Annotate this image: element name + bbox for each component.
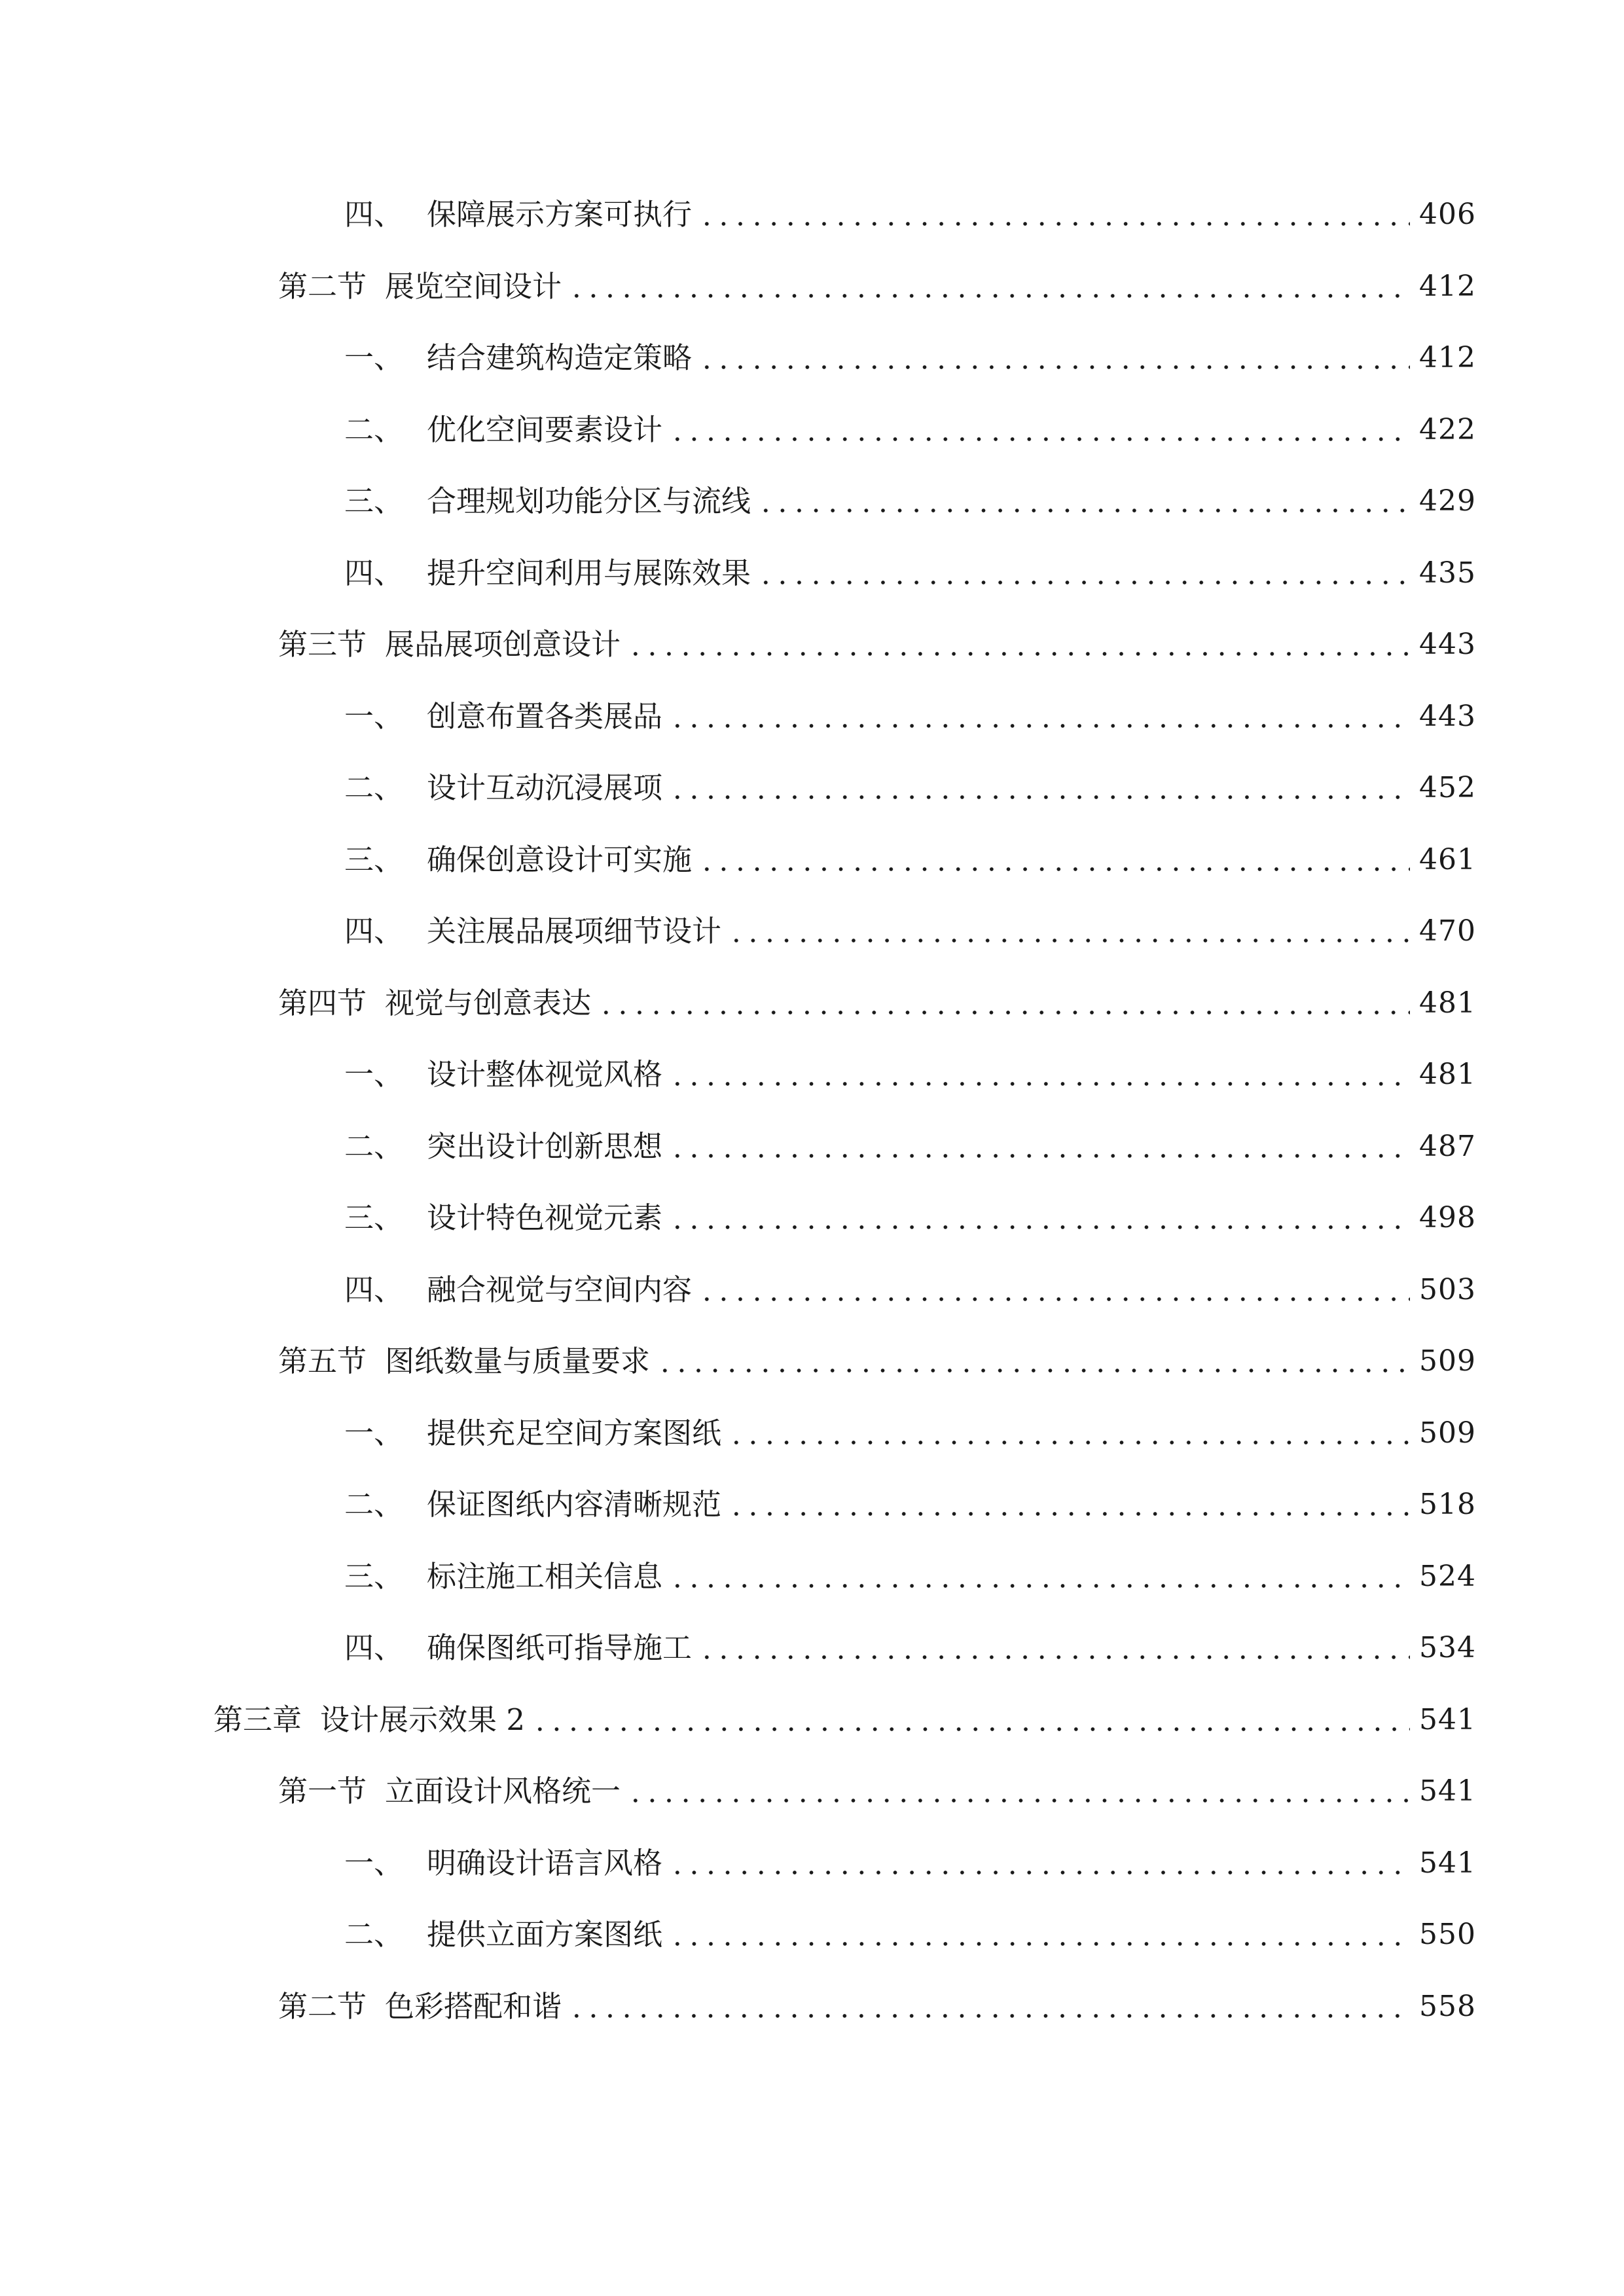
toc-entry-number: 二、	[344, 1487, 404, 1522]
toc-entry-number: 一、	[344, 1057, 404, 1092]
toc-entry-title: 视觉与创意表达	[385, 986, 592, 1020]
toc-page-number: 541	[1419, 1774, 1476, 1808]
toc-entry-label	[344, 1195, 662, 1241]
toc-page-number: 518	[1419, 1488, 1476, 1521]
toc-dot-leader	[627, 1799, 1410, 1803]
toc-entry[interactable]	[344, 478, 1476, 524]
toc-entry-number: 二、	[344, 1917, 404, 1952]
toc-dot-leader	[728, 1512, 1410, 1516]
toc-dot-leader	[627, 652, 1410, 656]
toc-entry-label	[344, 550, 751, 596]
toc-dot-leader	[532, 1727, 1410, 1731]
toc-dot-leader	[698, 1297, 1410, 1301]
toc-entry-number: 四、	[344, 914, 404, 948]
toc-entry-number: 三、	[344, 484, 404, 518]
toc-page-number: 429	[1419, 484, 1476, 518]
toc-entry-label	[344, 1124, 662, 1170]
toc-page-number: 541	[1419, 1846, 1476, 1880]
toc-entry-label	[344, 694, 662, 740]
toc-entry[interactable]	[278, 622, 1476, 668]
toc-entry[interactable]	[344, 1482, 1476, 1528]
toc-entry-title: 结合建筑构造定策略	[427, 340, 693, 375]
toc-page-number: 481	[1419, 986, 1476, 1020]
toc-entry-title: 确保创意设计可实施	[427, 842, 693, 877]
toc-entry-number: 第三章	[213, 1702, 302, 1737]
toc-entry-number: 一、	[344, 1416, 404, 1450]
toc-entry-label	[344, 1482, 721, 1528]
toc-dot-leader	[669, 437, 1410, 441]
toc-entry-number: 一、	[344, 699, 404, 734]
toc-entry[interactable]	[344, 407, 1476, 453]
toc-entry[interactable]	[344, 765, 1476, 811]
toc-entry-label	[344, 908, 721, 954]
toc-entry[interactable]	[344, 192, 1476, 238]
toc-entry-label	[344, 407, 662, 453]
toc-page-number: 452	[1419, 771, 1476, 804]
toc-entry-label	[344, 1052, 662, 1098]
toc-entry-title: 明确设计语言风格	[427, 1846, 663, 1880]
toc-entry[interactable]	[344, 550, 1476, 596]
toc-entry-title: 优化空间要素设计	[427, 412, 663, 447]
toc-entry-number: 四、	[344, 556, 404, 590]
toc-entry-title: 展览空间设计	[385, 269, 562, 304]
toc-entry-title: 关注展品展项细节设计	[427, 914, 722, 948]
toc-entry-number: 第五节	[278, 1344, 367, 1378]
toc-page-number: 534	[1419, 1631, 1476, 1664]
toc-entry-title: 保障展示方案可执行	[427, 197, 693, 232]
toc-entry-title: 融合视觉与空间内容	[427, 1272, 693, 1307]
toc-page-number: 412	[1419, 341, 1476, 374]
toc-entry[interactable]	[344, 1554, 1476, 1600]
toc-entry-label	[344, 1410, 721, 1456]
toc-entry[interactable]	[278, 1984, 1476, 2030]
toc-entry-number: 第一节	[278, 1774, 367, 1808]
toc-page-number: 422	[1419, 413, 1476, 446]
toc-entry-label	[344, 837, 692, 883]
toc-entry[interactable]	[278, 1338, 1476, 1384]
toc-entry-title: 合理规划功能分区与流线	[427, 484, 751, 518]
toc-dot-leader	[669, 1584, 1410, 1588]
toc-entry-label	[278, 622, 621, 668]
toc-entry-label	[344, 192, 692, 238]
toc-entry-number: 四、	[344, 1630, 404, 1665]
toc-entry[interactable]	[344, 1840, 1476, 1886]
toc-page-number: 435	[1419, 556, 1476, 590]
toc-entry-number: 第二节	[278, 1989, 367, 2024]
toc-page-number: 503	[1419, 1273, 1476, 1306]
toc-entry-label	[278, 980, 591, 1026]
toc-entry[interactable]	[278, 1768, 1476, 1814]
toc-entry-title: 保证图纸内容清晰规范	[427, 1487, 722, 1522]
toc-entry[interactable]	[344, 1267, 1476, 1313]
toc-entry-title: 提供充足空间方案图纸	[427, 1416, 722, 1450]
toc-dot-leader	[728, 1441, 1410, 1444]
toc-entry[interactable]	[344, 837, 1476, 883]
toc-entry-number: 四、	[344, 1272, 404, 1307]
toc-dot-leader	[698, 222, 1410, 226]
toc-entry-label	[278, 1338, 650, 1384]
toc-entry-title: 确保图纸可指导施工	[427, 1630, 693, 1665]
toc-entry[interactable]	[344, 1912, 1476, 1958]
toc-entry-label	[344, 1840, 662, 1886]
toc-entry[interactable]	[344, 694, 1476, 740]
toc-entry-label	[344, 478, 751, 524]
toc-entry[interactable]	[278, 264, 1476, 310]
toc-entry[interactable]	[344, 1625, 1476, 1671]
toc-entry-title: 设计特色视觉元素	[427, 1200, 663, 1235]
toc-dot-leader	[669, 724, 1410, 728]
toc-dot-leader	[698, 1655, 1410, 1659]
toc-entry-label	[344, 1267, 692, 1313]
toc-entry-title: 提升空间利用与展陈效果	[427, 556, 751, 590]
toc-entry-label	[344, 1554, 662, 1600]
toc-entry[interactable]	[344, 1124, 1476, 1170]
toc-page-number: 524	[1419, 1560, 1476, 1593]
toc-dot-leader	[757, 509, 1410, 512]
toc-page-number: 558	[1419, 1990, 1476, 2023]
toc-dot-leader	[698, 365, 1410, 369]
toc-page-number: 412	[1419, 270, 1476, 303]
toc-dot-leader	[669, 795, 1410, 799]
toc-entry-title: 图纸数量与质量要求	[385, 1344, 651, 1378]
toc-entry-number: 一、	[344, 340, 404, 375]
toc-entry-title: 创意布置各类展品	[427, 699, 663, 734]
toc-entry-number: 四、	[344, 197, 404, 232]
toc-entry-label	[344, 1912, 662, 1958]
toc-page-number: 550	[1419, 1918, 1476, 1951]
toc-page-number: 481	[1419, 1058, 1476, 1091]
toc-page-number: 461	[1419, 843, 1476, 876]
toc-dot-leader	[568, 294, 1410, 298]
toc-entry-label	[344, 335, 692, 381]
toc-entry-title: 色彩搭配和谐	[385, 1989, 562, 2024]
toc-entry[interactable]	[213, 1697, 1476, 1743]
toc-entry-label	[344, 765, 662, 811]
toc-entry-title: 提供立面方案图纸	[427, 1917, 663, 1952]
toc-entry-number: 第二节	[278, 269, 367, 304]
toc-page-number: 509	[1419, 1344, 1476, 1378]
toc-dot-leader	[669, 1225, 1410, 1229]
toc-dot-leader	[598, 1011, 1410, 1014]
toc-page-number: 470	[1419, 914, 1476, 948]
toc-entry-label	[278, 1768, 621, 1814]
toc-entry-title: 突出设计创新思想	[427, 1129, 663, 1164]
toc-entry-title: 设计展示效果 2	[320, 1702, 525, 1737]
toc-entry-label	[278, 1984, 562, 2030]
toc-entry-number: 三、	[344, 1200, 404, 1235]
toc-entry-number: 一、	[344, 1846, 404, 1880]
toc-dot-leader	[669, 1082, 1410, 1086]
toc-entry[interactable]	[344, 1410, 1476, 1456]
toc-dot-leader	[568, 2014, 1410, 2018]
toc-entry-number: 三、	[344, 1559, 404, 1594]
toc-entry-title: 设计互动沉浸展项	[427, 770, 663, 805]
toc-entry-title: 标注施工相关信息	[427, 1559, 663, 1594]
toc-entry-number: 二、	[344, 1129, 404, 1164]
toc-entry-label	[278, 264, 562, 310]
toc-page-number: 487	[1419, 1130, 1476, 1163]
toc-dot-leader	[669, 1942, 1410, 1946]
toc-entry-title: 立面设计风格统一	[385, 1774, 621, 1808]
toc-entry-label	[344, 1625, 692, 1671]
toc-page-number: 406	[1419, 198, 1476, 231]
toc-entry-title: 设计整体视觉风格	[427, 1057, 663, 1092]
toc-page-number: 443	[1419, 700, 1476, 733]
toc-dot-leader	[698, 867, 1410, 871]
toc-page-number: 498	[1419, 1201, 1476, 1234]
toc-page-number: 541	[1419, 1703, 1476, 1736]
toc-entry-number: 第三节	[278, 627, 367, 662]
toc-entry-label	[213, 1697, 525, 1743]
toc-dot-leader	[728, 939, 1410, 942]
toc-entry[interactable]	[344, 1052, 1476, 1098]
toc-entry-number: 二、	[344, 770, 404, 805]
toc-entry[interactable]	[344, 335, 1476, 381]
toc-entry-number: 第四节	[278, 986, 367, 1020]
toc-entry[interactable]	[344, 1195, 1476, 1241]
toc-dot-leader	[669, 1154, 1410, 1158]
toc-entry-title: 展品展项创意设计	[385, 627, 621, 662]
toc-dot-leader	[757, 581, 1410, 584]
toc-dot-leader	[669, 1871, 1410, 1874]
toc-entry-number: 三、	[344, 842, 404, 877]
toc-entry[interactable]	[344, 908, 1476, 954]
toc-page-number: 509	[1419, 1416, 1476, 1450]
toc-dot-leader	[657, 1369, 1410, 1372]
toc-entry-number: 二、	[344, 412, 404, 447]
toc-entry[interactable]	[278, 980, 1476, 1026]
toc-page-number: 443	[1419, 628, 1476, 661]
